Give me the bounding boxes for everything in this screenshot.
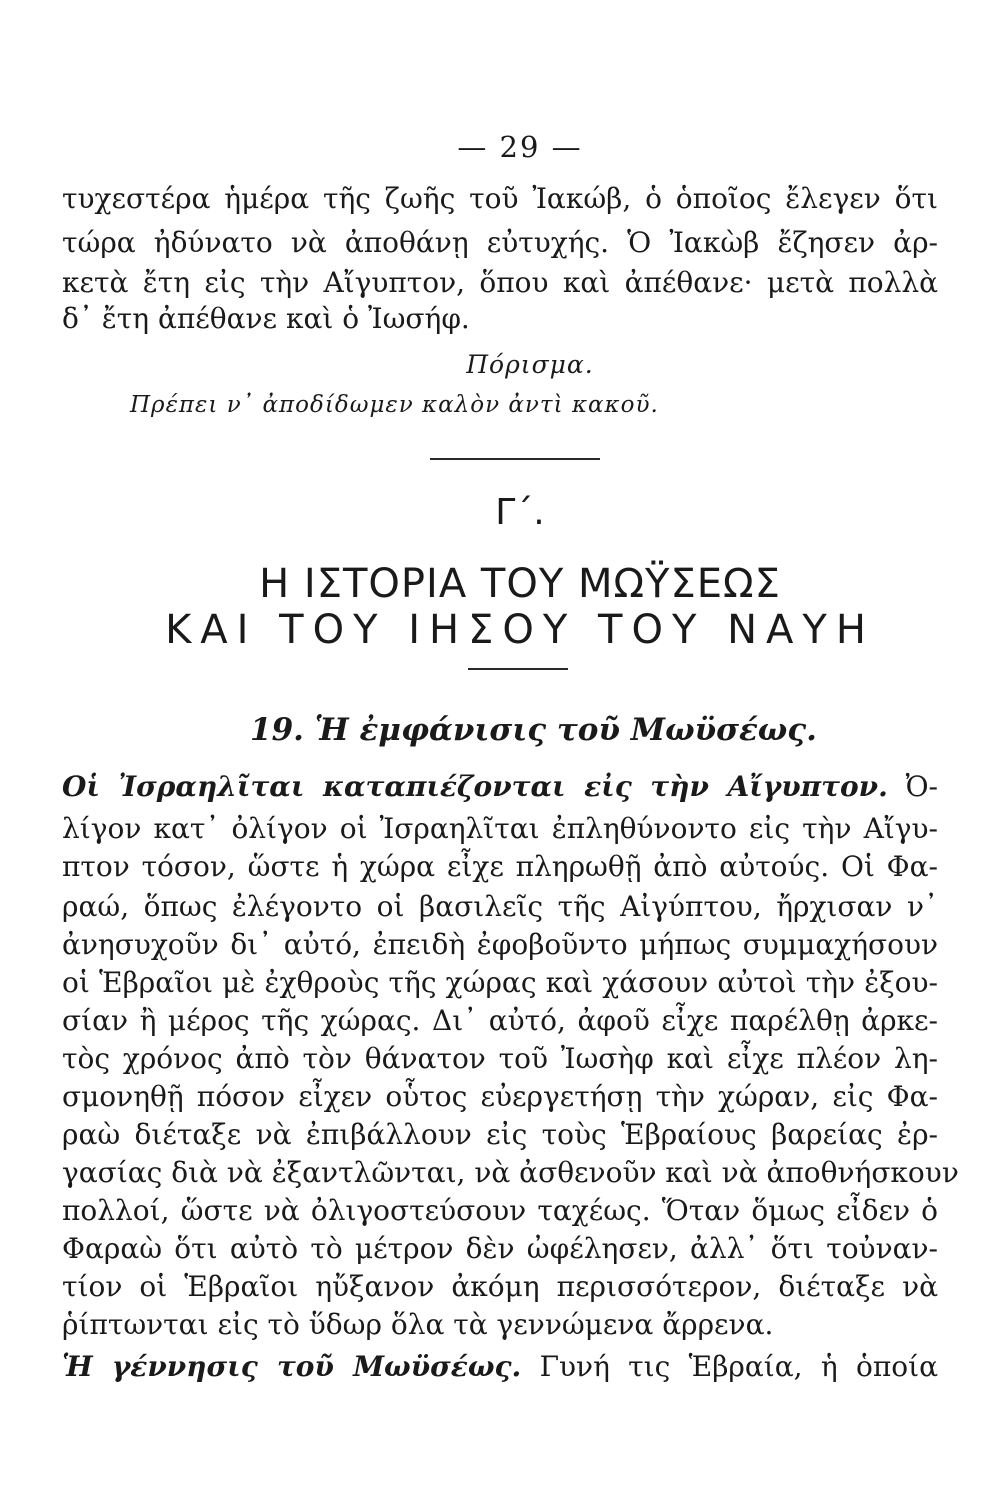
- paragraph-line-tail: Ὀ-: [905, 770, 938, 803]
- paragraph-runin-heading: Ἡ γέννησις τοῦ Μωϋσέως.: [62, 1350, 522, 1383]
- chapter-title-line-1: Η ΙΣΤΟΡΙΑ ΤΟΥ ΜΩΫΣΕΩΣ: [259, 561, 781, 607]
- continuation-line-1: τυχεστέρα ἡμέρα τῆς ζωῆς τοῦ Ἰακώβ, ὁ ὁποῖος ἔλεγεν ὅτι: [62, 182, 938, 215]
- paragraph-line: τίον οἱ Ἑβραῖοι ηὔξανον ἀκόμη περισσότερον, διέταξε νὰ: [62, 1270, 938, 1303]
- paragraph-line-1: [62, 770, 938, 804]
- paragraph-line: γασίας διὰ νὰ ἐξαντλῶνται, νὰ ἀσθενοῦν καὶ νὰ ἀποθνήσκουν: [62, 1156, 959, 1189]
- divider: [468, 668, 568, 670]
- continuation-line-3: κετὰ ἔτη εἰς τὴν Αἴγυπτον, ὅπου καὶ ἀπέθανε· μετὰ πολλὰ: [62, 266, 938, 299]
- page-number: — 29 —: [457, 130, 583, 164]
- paragraph-line: ἀνησυχοῦν δι᾽ αὐτό, ἐπειδὴ ἐφοβοῦντο μήπως συμμαχήσουν: [62, 928, 938, 961]
- paragraph-line: ραὼ διέταξε νὰ ἐπιβάλλουν εἰς τοὺς Ἑβραίους βαρείας ἐρ-: [62, 1118, 938, 1151]
- continuation-line-2: τώρα ἠδύνατο νὰ ἀποθάνῃ εὐτυχής. Ὁ Ἰακὼβ ἔζησεν ἀρ-: [62, 226, 938, 259]
- paragraph-line-2: [62, 1350, 938, 1384]
- chapter-numeral: Γ΄.: [495, 492, 545, 533]
- paragraph-line: σμονηθῇ πόσον εἶχεν οὗτος εὐεργετήσῃ τὴν χώραν, εἰς Φα-: [62, 1080, 938, 1113]
- paragraph-line-tail: Γυνή τις Ἑβραία, ἡ ὁποία: [539, 1350, 938, 1383]
- divider: [430, 458, 600, 460]
- paragraph-line: οἱ Ἑβραῖοι μὲ ἐχθροὺς τῆς χώρας καὶ χάσουν αὐτοὶ τὴν ἐξου-: [62, 966, 938, 999]
- paragraph-line: λίγον κατ᾽ ὀλίγον οἱ Ἰσραηλῖται ἐπληθύνοντο εἰς τὴν Αἴγυ-: [62, 812, 938, 845]
- continuation-line-4: δ᾽ ἔτη ἀπέθανε καὶ ὁ Ἰωσήφ.: [62, 302, 470, 335]
- paragraph-line: ραώ, ὅπως ἐλέγοντο οἱ βασιλεῖς τῆς Αἰγύπτου, ἤρχισαν ν᾽: [62, 890, 938, 923]
- paragraph-line: πτον τόσον, ὥστε ἡ χώρα εἶχε πληρωθῇ ἀπὸ αὐτούς. Οἱ Φα-: [62, 850, 938, 883]
- section-heading: 19. Ἡ ἐμφάνισις τοῦ Μωϋσέως.: [250, 712, 817, 748]
- chapter-title-line-2: ΚΑΙ ΤΟΥ ΙΗΣΟΥ ΤΟΥ ΝΑΥΗ: [165, 607, 875, 653]
- paragraph-runin-heading: Οἱ Ἰσραηλῖται καταπιέζονται εἰς τὴν Αἴγυπτον.: [62, 770, 888, 803]
- paragraph-line: πολλοί, ὥστε νὰ ὀλιγοστεύσουν ταχέως. Ὅταν ὅμως εἶδεν ὁ: [62, 1194, 938, 1227]
- corollary-title: Πόρισμα.: [466, 350, 594, 379]
- paragraph-line: σίαν ἢ μέρος τῆς χώρας. Δι᾽ αὐτό, ἀφοῦ εἶχε παρέλθῃ ἀρκε-: [62, 1004, 938, 1037]
- paragraph-line: Φαραὼ ὅτι αὐτὸ τὸ μέτρον δὲν ὠφέλησεν, ἀλλ᾽ ὅτι τοὐναν-: [62, 1232, 938, 1265]
- paragraph-line: τὸς χρόνος ἀπὸ τὸν θάνατον τοῦ Ἰωσὴφ καὶ εἶχε πλέον λη-: [62, 1042, 938, 1075]
- paragraph-line: ῥίπτωνται εἰς τὸ ὕδωρ ὅλα τὰ γεννώμενα ἄρρενα.: [62, 1308, 774, 1341]
- corollary-text: Πρέπει ν᾽ ἀποδίδωμεν καλὸν ἀντὶ κακοῦ.: [130, 392, 659, 418]
